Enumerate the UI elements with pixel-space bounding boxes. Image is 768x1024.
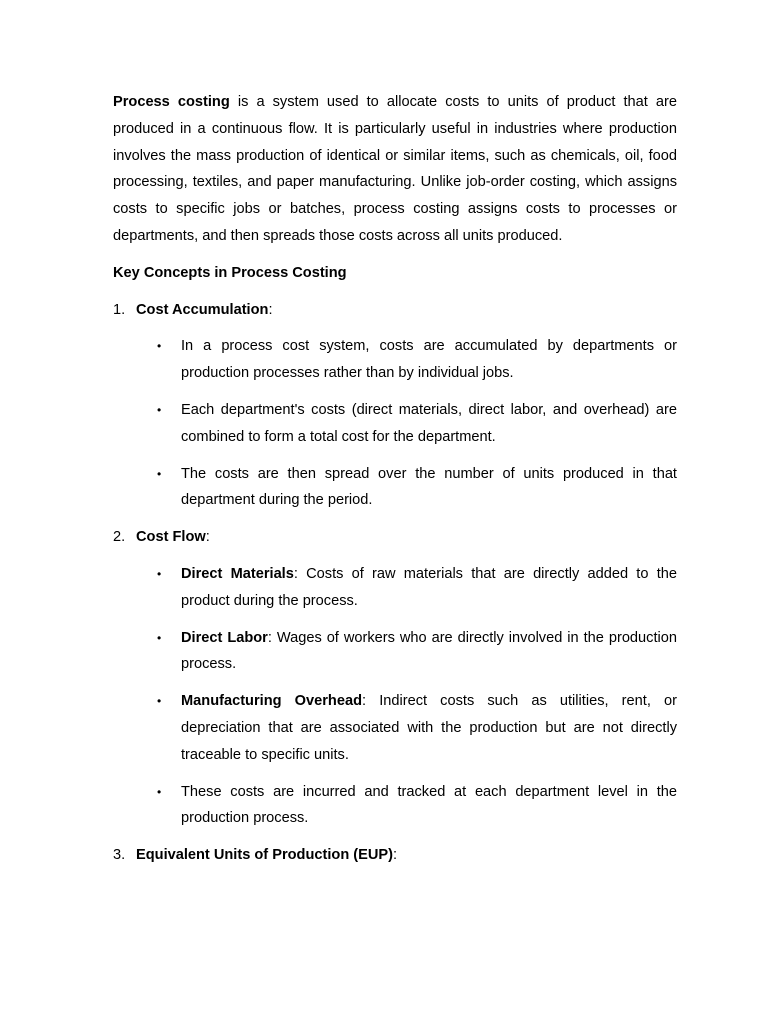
bullet-text: : Indirect costs such as utilities, rent, or depreciation that are associated with the production but are not directly traceable to specific units. [181, 693, 677, 763]
bullet-icon: • [157, 402, 162, 417]
bullet-bold-term: Direct Materials [181, 565, 294, 582]
list-item [113, 688, 677, 768]
item-number: 3. [113, 847, 126, 864]
item-number: 2. [113, 529, 126, 546]
item-title-suffix: : [268, 301, 273, 318]
bullet-bold-term: Direct Labor [181, 629, 268, 646]
intro-text: is a system used to allocate costs to units of product that are produced in a continuous flow. It is particularly useful in industries where production involves the mass production of identical or similar items, such as chemicals, oil, food processing, textiles, and paper manufacturing. Unlike job-order costing, which assigns costs to specific jobs or batches, process costing assigns costs to processes or departments, and then spreads those costs across all units produced. [113, 94, 677, 244]
bullet-text: These costs are incurred and tracked at each department level in the production process. [181, 783, 677, 827]
list-item [113, 779, 677, 833]
intro-paragraph [113, 89, 677, 250]
bullet-icon: • [157, 466, 162, 481]
list-item [113, 625, 677, 679]
bullet-text: Each department's costs (direct materials, direct labor, and overhead) are combined to form a total cost for the department. [181, 401, 677, 445]
document-page [113, 89, 677, 869]
bullet-list-1 [113, 333, 677, 514]
bullet-text: The costs are then spread over the number of units produced in that department during the period. [181, 465, 677, 509]
item-title: Cost Accumulation [136, 301, 269, 318]
list-item [113, 397, 677, 451]
item-title: Cost Flow [136, 529, 206, 546]
section-heading: Key Concepts in Process Costing [113, 264, 347, 281]
bullet-list-2 [113, 561, 677, 832]
numbered-item-1 [113, 297, 677, 324]
numbered-item-3 [113, 842, 677, 869]
bullet-text: : Wages of workers who are directly involved in the production process. [181, 629, 677, 673]
intro-bold-lead: Process costing [113, 94, 230, 110]
item-title: Equivalent Units of Production (EUP) [136, 847, 394, 864]
item-number: 1. [113, 301, 126, 318]
bullet-icon: • [157, 784, 162, 799]
bullet-icon: • [157, 339, 162, 354]
bullet-icon: • [157, 566, 162, 581]
bullet-bold-term: Manufacturing Overhead [181, 693, 362, 710]
numbered-item-2 [113, 524, 677, 551]
item-title-suffix: : [205, 529, 210, 546]
list-item [113, 333, 677, 387]
bullet-text: In a process cost system, costs are accumulated by departments or production processes rather than by individual jobs. [181, 338, 677, 382]
list-item [113, 461, 677, 515]
bullet-icon: • [157, 694, 162, 709]
list-item [113, 561, 677, 615]
bullet-icon: • [157, 630, 162, 645]
item-title-suffix: : [393, 847, 398, 864]
bullet-text: : Costs of raw materials that are directly added to the product during the process. [181, 565, 677, 609]
